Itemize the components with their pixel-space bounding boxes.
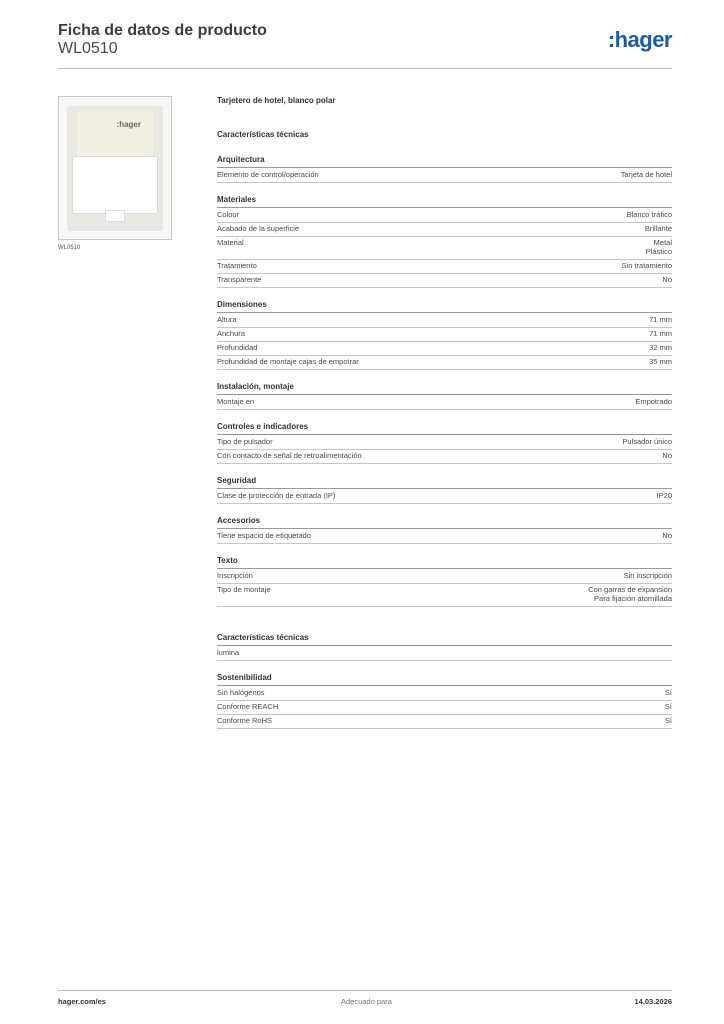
spec-label: Tiene espacio de etiquetado <box>217 531 311 540</box>
spec-value-line: IP20 <box>656 491 672 500</box>
extra-specs-section <box>217 632 672 661</box>
switch-plate <box>67 106 163 231</box>
spec-row <box>217 274 672 288</box>
spec-label: Transparente <box>217 275 262 284</box>
spec-row <box>217 314 672 328</box>
spec-value <box>665 702 672 711</box>
spec-value-line: Pulsador único <box>622 437 672 446</box>
spec-label: Acabado de la superficie <box>217 224 300 233</box>
spec-value <box>649 357 672 366</box>
section-title: Materiales <box>217 195 257 204</box>
spec-row <box>217 396 672 410</box>
spec-value <box>646 238 672 256</box>
spec-section <box>217 154 672 183</box>
spec-value <box>621 170 672 179</box>
spec-value <box>622 437 672 446</box>
footer-divider <box>58 990 672 991</box>
spec-row <box>217 701 672 715</box>
spec-value <box>649 329 672 338</box>
spec-row <box>217 209 672 223</box>
holder-tab <box>105 210 125 222</box>
specs-heading: Características técnicas <box>217 130 309 139</box>
spec-value <box>665 716 672 725</box>
spec-value <box>662 275 672 284</box>
spec-label: Material <box>217 238 244 247</box>
spec-value <box>622 261 672 270</box>
section-title: Instalación, montaje <box>217 382 294 391</box>
sustainability-section <box>217 672 672 729</box>
product-code: WL0510 <box>58 40 118 57</box>
spec-value-line: Plástico <box>645 247 672 256</box>
section-title: Seguridad <box>217 476 257 485</box>
spec-value <box>657 491 672 500</box>
sustainability-title: Sostenibilidad <box>217 673 272 682</box>
section-title: Dimensiones <box>217 300 267 309</box>
page-header <box>58 22 672 70</box>
spec-value-line: 32 mm <box>649 343 672 352</box>
spec-label: lumina <box>217 648 240 657</box>
spec-label: Conforme REACH <box>217 702 279 711</box>
spec-value-line: Blanco tráfico <box>626 210 672 219</box>
spec-label: Tratamiento <box>217 261 257 270</box>
spec-value-line: Sí <box>664 688 672 697</box>
spec-value-line: Sin tratamiento <box>621 261 672 270</box>
spec-label: Montaje en <box>217 397 255 406</box>
spec-section <box>217 381 672 410</box>
image-caption: WL0510 <box>58 245 81 251</box>
spec-row <box>217 687 672 701</box>
spec-value <box>649 315 672 324</box>
footer-website[interactable]: hager.com/es <box>58 997 106 1006</box>
extra-specs-title: Características técnicas <box>217 633 309 642</box>
spec-value-line: Sí <box>664 702 672 711</box>
spec-value <box>624 571 672 580</box>
spec-value-line: 71 mm <box>649 315 672 324</box>
spec-row <box>217 530 672 544</box>
spec-row <box>217 715 672 729</box>
section-title: Texto <box>217 556 238 565</box>
spec-row <box>217 570 672 584</box>
footer-suitable-for: Adecuado para <box>341 997 392 1006</box>
spec-label: Inscripción <box>217 571 253 580</box>
spec-row <box>217 647 672 661</box>
hager-logo: :hager <box>607 27 672 52</box>
spec-value-line: 35 mm <box>649 357 672 366</box>
spec-section <box>217 421 672 464</box>
product-image <box>58 96 172 240</box>
spec-value-line: Sí <box>664 716 672 725</box>
spec-row <box>217 328 672 342</box>
spec-value <box>627 210 672 219</box>
spec-value-line: 71 mm <box>649 329 672 338</box>
spec-value-line: Metal <box>653 238 672 247</box>
spec-value-line: Empotrado <box>635 397 672 406</box>
spec-section <box>217 475 672 504</box>
spec-label: Sin halógenos <box>217 688 265 697</box>
spec-sections <box>217 154 672 607</box>
spec-value <box>645 224 672 233</box>
spec-row <box>217 342 672 356</box>
spec-section <box>217 299 672 370</box>
card-logo: :hager <box>116 120 141 129</box>
spec-row <box>217 584 672 607</box>
header-divider <box>58 68 672 69</box>
spec-section <box>217 194 672 288</box>
spec-label: Tipo de montaje <box>217 585 271 594</box>
spec-value <box>662 531 672 540</box>
spec-value-line: Brillante <box>644 224 672 233</box>
spec-value-line: Con garras de expansión <box>588 585 672 594</box>
document-title: Ficha de datos de producto <box>58 22 267 39</box>
section-title: Accesorios <box>217 516 261 525</box>
spec-value-line: Tarjeta de hotel <box>620 170 672 179</box>
spec-value-line: No <box>662 451 672 460</box>
spec-row <box>217 237 672 260</box>
spec-row <box>217 436 672 450</box>
spec-value-line: Para fijación atornillada <box>594 594 672 603</box>
spec-value <box>665 688 672 697</box>
spec-value-line: Sin inscripción <box>623 571 672 580</box>
section-title: Arquitectura <box>217 155 265 164</box>
product-name: Tarjetero de hotel, blanco polar <box>217 96 336 105</box>
spec-value-line: No <box>662 275 672 284</box>
spec-label: Colour <box>217 210 240 219</box>
footer-date: 14.03.2026 <box>634 997 672 1006</box>
spec-label: Tipo de pulsador <box>217 437 273 446</box>
spec-row <box>217 223 672 237</box>
spec-row <box>217 450 672 464</box>
spec-value <box>588 585 672 603</box>
spec-content <box>217 95 672 740</box>
spec-section <box>217 515 672 544</box>
spec-label: Altura <box>217 315 237 324</box>
spec-label: Clase de protección de entrada (IP) <box>217 491 336 500</box>
spec-row <box>217 356 672 370</box>
spec-label: Elemento de control/operación <box>217 170 319 179</box>
spec-label: Con contacto de señal de retroalimentación <box>217 451 362 460</box>
spec-row <box>217 490 672 504</box>
spec-label: Anchura <box>217 329 245 338</box>
spec-value <box>649 343 672 352</box>
section-title: Controles e indicadores <box>217 422 309 431</box>
card-holder <box>72 156 158 214</box>
spec-row <box>217 260 672 274</box>
spec-label: Profundidad <box>217 343 258 352</box>
spec-value-line: No <box>662 531 672 540</box>
spec-label: Profundidad de montaje cajas de empotrar <box>217 357 359 366</box>
spec-value <box>662 451 672 460</box>
spec-value <box>635 397 672 406</box>
spec-row <box>217 169 672 183</box>
spec-section <box>217 555 672 607</box>
spec-label: Conforme RoHS <box>217 716 273 725</box>
